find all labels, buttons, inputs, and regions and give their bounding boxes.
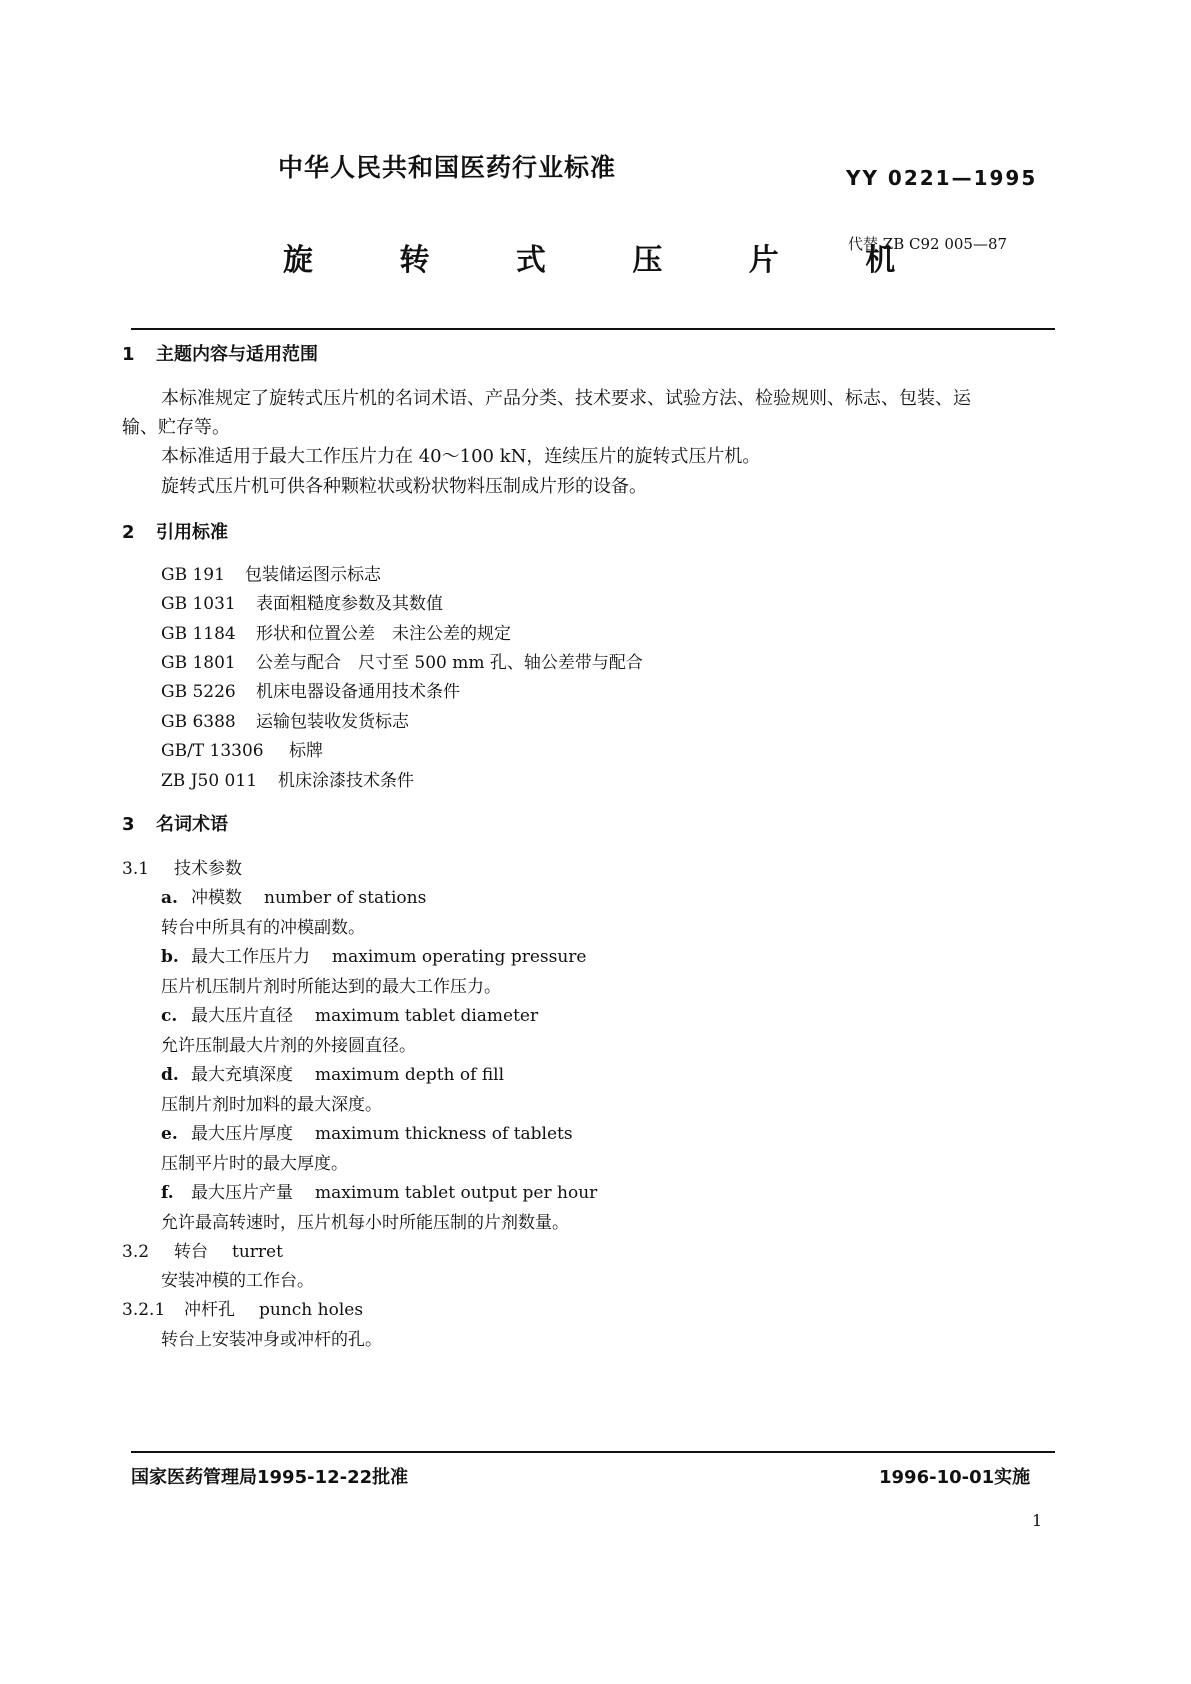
reference-code: GB 6388 xyxy=(161,712,236,732)
section-1-heading xyxy=(122,340,318,366)
subsection-3-2-heading xyxy=(122,1237,283,1262)
subsection-3-2-1-definition: 转台上安装冲身或冲杆的孔。 xyxy=(161,1330,382,1350)
term-letter: c. xyxy=(161,1006,178,1026)
subsection-number: 3.1 xyxy=(122,859,150,879)
term-definition: 压制平片时的最大厚度。 xyxy=(161,1154,348,1174)
replaces-standard: 代替 ZB C92 005—87 xyxy=(848,235,1008,253)
reference-item xyxy=(161,589,443,614)
section-title: 主题内容与适用范围 xyxy=(156,344,318,365)
term-chinese: 最大工作压片力 xyxy=(191,947,310,967)
subsection-english: punch holes xyxy=(259,1300,364,1320)
term-chinese: 最大充填深度 xyxy=(191,1065,293,1085)
term-entry xyxy=(161,1119,573,1144)
page-number: 1 xyxy=(1032,1511,1043,1530)
reference-item xyxy=(161,677,460,702)
term-english: number of stations xyxy=(264,888,427,908)
footer-divider xyxy=(131,1451,1055,1453)
subsection-chinese: 冲杆孔 xyxy=(184,1300,235,1320)
reference-item xyxy=(161,619,511,644)
term-entry xyxy=(161,1001,538,1026)
term-english: maximum thickness of tablets xyxy=(315,1124,573,1144)
term-entry xyxy=(161,1178,597,1203)
section-title: 引用标准 xyxy=(156,522,228,543)
subsection-3-2-definition: 安装冲模的工作台。 xyxy=(161,1271,314,1291)
subsection-3-1-heading xyxy=(122,854,242,879)
reference-code: GB/T 13306 xyxy=(161,741,264,761)
subsection-title: 技术参数 xyxy=(174,859,242,879)
reference-name: 形状和位置公差 未注公差的规定 xyxy=(256,624,511,644)
section-number: 3 xyxy=(122,814,135,835)
standard-number: YY 0221—1995 xyxy=(846,166,1038,190)
term-letter: b. xyxy=(161,947,179,967)
term-definition: 转台中所具有的冲模副数。 xyxy=(161,918,365,938)
term-definition: 允许最高转速时，压片机每小时所能压制的片剂数量。 xyxy=(161,1213,569,1233)
header-divider xyxy=(131,328,1055,330)
s1-paragraph-1-line-1: 本标准规定了旋转式压片机的名词术语、产品分类、技术要求、试验方法、检验规则、标志、包装、运 xyxy=(161,388,971,409)
reference-code: GB 191 xyxy=(161,565,225,585)
term-chinese: 最大压片直径 xyxy=(191,1006,293,1026)
reference-name: 运输包装收发货标志 xyxy=(256,712,409,732)
term-english: maximum tablet output per hour xyxy=(315,1183,598,1203)
term-letter: a. xyxy=(161,888,178,908)
s1-paragraph-2: 本标准适用于最大工作压片力在 40～100 kN，连续压片的旋转式压片机。 xyxy=(161,446,761,467)
section-title: 名词术语 xyxy=(156,814,228,835)
section-3-heading xyxy=(122,810,228,836)
reference-name: 公差与配合 尺寸至 500 mm 孔、轴公差带与配合 xyxy=(256,653,643,673)
reference-name: 标牌 xyxy=(289,741,323,761)
term-english: maximum depth of fill xyxy=(315,1065,505,1085)
term-definition: 允许压制最大片剂的外接圆直径。 xyxy=(161,1036,416,1056)
section-number: 2 xyxy=(122,522,135,543)
reference-item xyxy=(161,766,414,791)
term-definition: 压片机压制片剂时所能达到的最大工作压力。 xyxy=(161,977,501,997)
reference-code: GB 5226 xyxy=(161,682,236,702)
term-english: maximum tablet diameter xyxy=(315,1006,539,1026)
section-number: 1 xyxy=(122,344,135,365)
approval-date: 国家医药管理局1995-12-22批准 xyxy=(131,1467,409,1488)
subsection-number: 3.2.1 xyxy=(122,1300,166,1320)
term-entry xyxy=(161,942,586,967)
reference-name: 表面粗糙度参数及其数值 xyxy=(256,594,443,614)
reference-code: GB 1801 xyxy=(161,653,236,673)
term-letter: d. xyxy=(161,1065,179,1085)
term-english: maximum operating pressure xyxy=(332,947,587,967)
term-letter: e. xyxy=(161,1124,178,1144)
reference-item xyxy=(161,560,381,585)
subsection-3-2-1-heading xyxy=(122,1295,363,1320)
s1-paragraph-1-line-2: 输、贮存等。 xyxy=(122,417,230,438)
term-chinese: 最大压片产量 xyxy=(191,1183,293,1203)
reference-code: GB 1184 xyxy=(161,624,236,644)
term-definition: 压制片剂时加料的最大深度。 xyxy=(161,1095,382,1115)
subsection-number: 3.2 xyxy=(122,1242,150,1262)
term-chinese: 冲模数 xyxy=(191,888,242,908)
s1-paragraph-3: 旋转式压片机可供各种颗粒状或粉状物料压制成片形的设备。 xyxy=(161,476,647,497)
subsection-chinese: 转台 xyxy=(174,1242,208,1262)
reference-name: 机床电器设备通用技术条件 xyxy=(256,682,460,702)
industry-standard-title: 中华人民共和国医药行业标准 xyxy=(278,153,617,182)
reference-code: GB 1031 xyxy=(161,594,236,614)
term-entry xyxy=(161,1060,504,1085)
section-2-heading xyxy=(122,518,228,544)
reference-code: ZB J50 011 xyxy=(161,771,258,791)
document-title: 旋 转 式 压 片 机 xyxy=(283,243,934,278)
reference-item xyxy=(161,707,409,732)
implementation-date: 1996-10-01实施 xyxy=(879,1467,1031,1488)
term-chinese: 最大压片厚度 xyxy=(191,1124,293,1144)
term-letter: f. xyxy=(161,1183,174,1203)
reference-name: 机床涂漆技术条件 xyxy=(278,771,414,791)
reference-item xyxy=(161,736,323,761)
reference-name: 包装储运图示标志 xyxy=(245,565,381,585)
subsection-english: turret xyxy=(232,1242,283,1262)
term-entry xyxy=(161,883,426,908)
reference-item xyxy=(161,648,643,673)
